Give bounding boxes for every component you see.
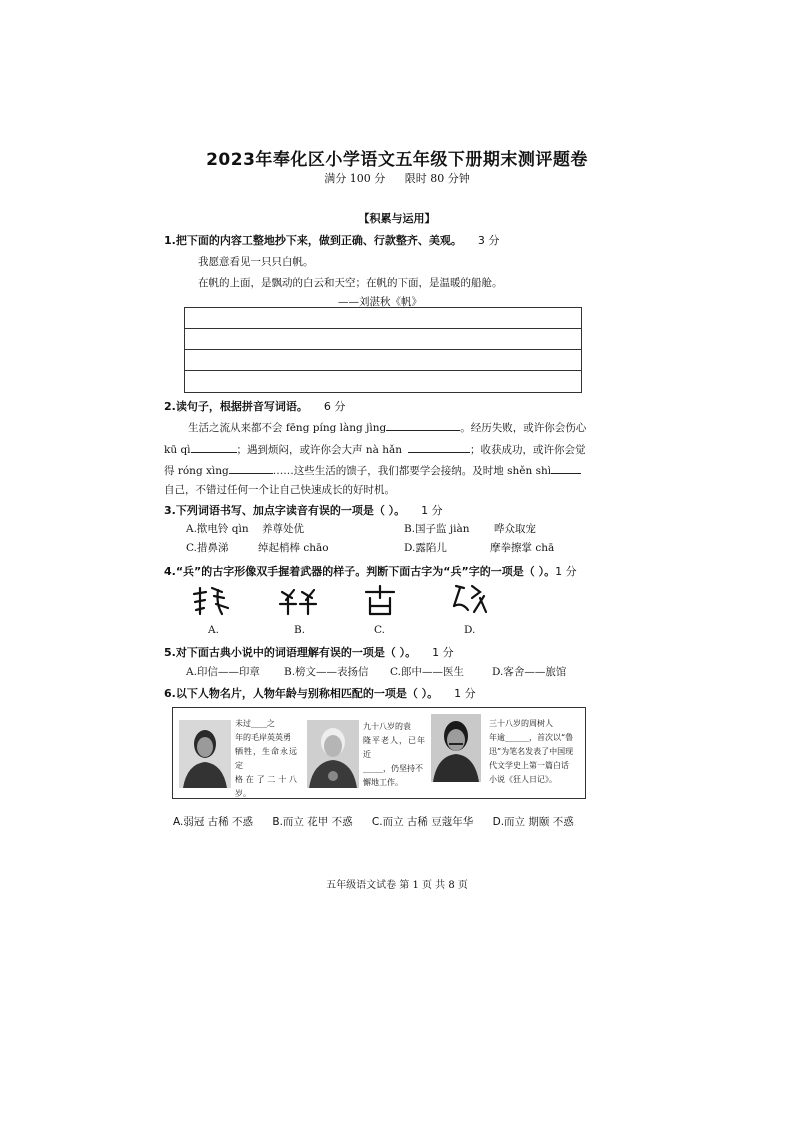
q5-option-a[interactable]: A.印信——印章 bbox=[186, 666, 260, 678]
q2-prompt: 2.读句子，根据拼音写词语。 6 分 bbox=[164, 400, 346, 413]
q3-option-c2: 绰起梢棒 chāo bbox=[258, 542, 329, 554]
card2-caption: 九十八岁的袁 隆平老人，已年近 _____，仍坚持不 懈地工作。 bbox=[363, 722, 425, 787]
q6-prompt: 6.以下人物名片，人物年龄与别称相匹配的一项是（ ）。 1 分 bbox=[164, 687, 476, 700]
full-score: 满分 100 分 bbox=[324, 172, 386, 185]
q6-options bbox=[173, 814, 590, 829]
answer-blank[interactable] bbox=[408, 441, 470, 453]
ancient-glyph-d-image bbox=[450, 582, 490, 616]
q4-label-a[interactable]: A. bbox=[208, 624, 219, 636]
q2-line1: 生活之流从来都不会 fēng píng làng jìng 。经历失败，或许你会伤心 bbox=[188, 419, 586, 435]
page-footer: 五年级语文试卷 第 1 页 共 8 页 bbox=[326, 880, 468, 891]
q1-line1: 我愿意看见一只只白帆。 bbox=[198, 256, 314, 268]
q2-points: 6 分 bbox=[323, 400, 346, 413]
q3-option-c1[interactable]: C.措鼻涕 bbox=[186, 542, 229, 554]
q1-writing-grid[interactable] bbox=[184, 307, 582, 393]
q6-option-b[interactable]: B.而立 花甲 不惑 bbox=[272, 816, 353, 828]
q2-line2: kū qì ；遇到烦闷，或许你会大声 nà hǎn ；收获成功，或许你会觉 bbox=[164, 441, 586, 457]
q5-prompt: 5.对下面古典小说中的词语理解有误的一项是（ ）。 1 分 bbox=[164, 646, 454, 659]
q3-option-b1[interactable]: B.国子监 jiàn bbox=[404, 523, 470, 535]
q3-prompt: 3.下列词语书写、加点字读音有误的一项是（ ）。 1 分 bbox=[164, 504, 443, 517]
q5-option-b[interactable]: B.榜文——表扬信 bbox=[284, 666, 369, 678]
q1-points: 3 分 bbox=[477, 234, 500, 247]
q4-label-c[interactable]: C. bbox=[374, 624, 385, 636]
q1-prompt: 1.把下面的内容工整地抄下来，做到正确、行款整齐、美观。 3 分 bbox=[164, 234, 500, 247]
q5-option-c[interactable]: C.郎中——医生 bbox=[390, 666, 464, 678]
q3-option-a1[interactable]: A.揿电铃 qìn bbox=[186, 523, 249, 535]
ancient-glyph-a-image bbox=[192, 584, 232, 618]
card1-caption: 未过____之 年的毛岸英英勇 牺牲，生命永远定 格在了二十八岁。 bbox=[235, 719, 297, 798]
section-title: 【积累与运用】 bbox=[358, 212, 436, 225]
q6-option-a[interactable]: A.弱冠 古稀 不惑 bbox=[173, 816, 254, 828]
ancient-glyph-b-image bbox=[278, 584, 318, 618]
exam-info bbox=[0, 170, 794, 186]
writing-line[interactable] bbox=[185, 350, 581, 371]
q6-option-c[interactable]: C.而立 古稀 豆蔻年华 bbox=[371, 816, 474, 828]
q3-points: 1 分 bbox=[421, 504, 443, 517]
answer-blank[interactable] bbox=[551, 462, 581, 474]
writing-line[interactable] bbox=[185, 329, 581, 350]
q6-option-d[interactable]: D.而立 期颐 不惑 bbox=[492, 816, 574, 828]
q6-points: 1 分 bbox=[454, 687, 476, 700]
q3-option-d2: 摩拳擦掌 chā bbox=[490, 542, 555, 554]
answer-blank[interactable] bbox=[191, 441, 237, 453]
answer-blank[interactable] bbox=[386, 419, 460, 431]
person-cards-panel bbox=[172, 707, 586, 799]
page-title: 2023年奉化区小学语文五年级下册期末测评题卷 bbox=[206, 150, 588, 170]
portrait-photo-1 bbox=[179, 720, 231, 788]
time-limit: 限时 80 分钟 bbox=[404, 172, 470, 185]
portrait-photo-3 bbox=[431, 714, 481, 782]
q1-line2: 在帆的上面，是飘动的白云和天空；在帆的下面，是温暖的船舱。 bbox=[198, 277, 503, 289]
q3-option-b2: 哗众取宠 bbox=[494, 523, 536, 535]
q4-label-d[interactable]: D. bbox=[464, 624, 476, 636]
ancient-glyph-c-image bbox=[360, 584, 400, 618]
q2-line4: 自己，不错过任何一个让自己快速成长的好时机。 bbox=[164, 484, 395, 496]
q4-prompt: 4.“兵”的古字形像双手握着武器的样子。判断下面古字为“兵”字的一项是（ ）。1 分 bbox=[164, 565, 577, 578]
q2-line3: 得 róng xìng ……这些生活的馈子，我们都要学会接纳。及时地 shěn shì bbox=[164, 462, 581, 478]
card3-caption: 三十八岁的周树人 年逾______，首次以“鲁 迅”为笔名发表了中国现 代文学史上第一篇白话 小说《狂人日记》。 bbox=[489, 719, 574, 784]
q1-source: ——刘湛秋《帆》 bbox=[338, 296, 422, 308]
portrait-photo-2 bbox=[307, 720, 359, 788]
q4-points: 1 分 bbox=[555, 565, 577, 578]
q3-option-a2: 养尊处优 bbox=[262, 523, 304, 535]
q5-option-d[interactable]: D.客舍——旅馆 bbox=[492, 666, 567, 678]
writing-line[interactable] bbox=[185, 371, 581, 391]
writing-line[interactable] bbox=[185, 308, 581, 329]
answer-blank[interactable] bbox=[229, 462, 273, 474]
q4-label-b[interactable]: B. bbox=[294, 624, 306, 636]
q3-option-d1[interactable]: D.露陷儿 bbox=[404, 542, 447, 554]
q5-points: 1 分 bbox=[432, 646, 454, 659]
